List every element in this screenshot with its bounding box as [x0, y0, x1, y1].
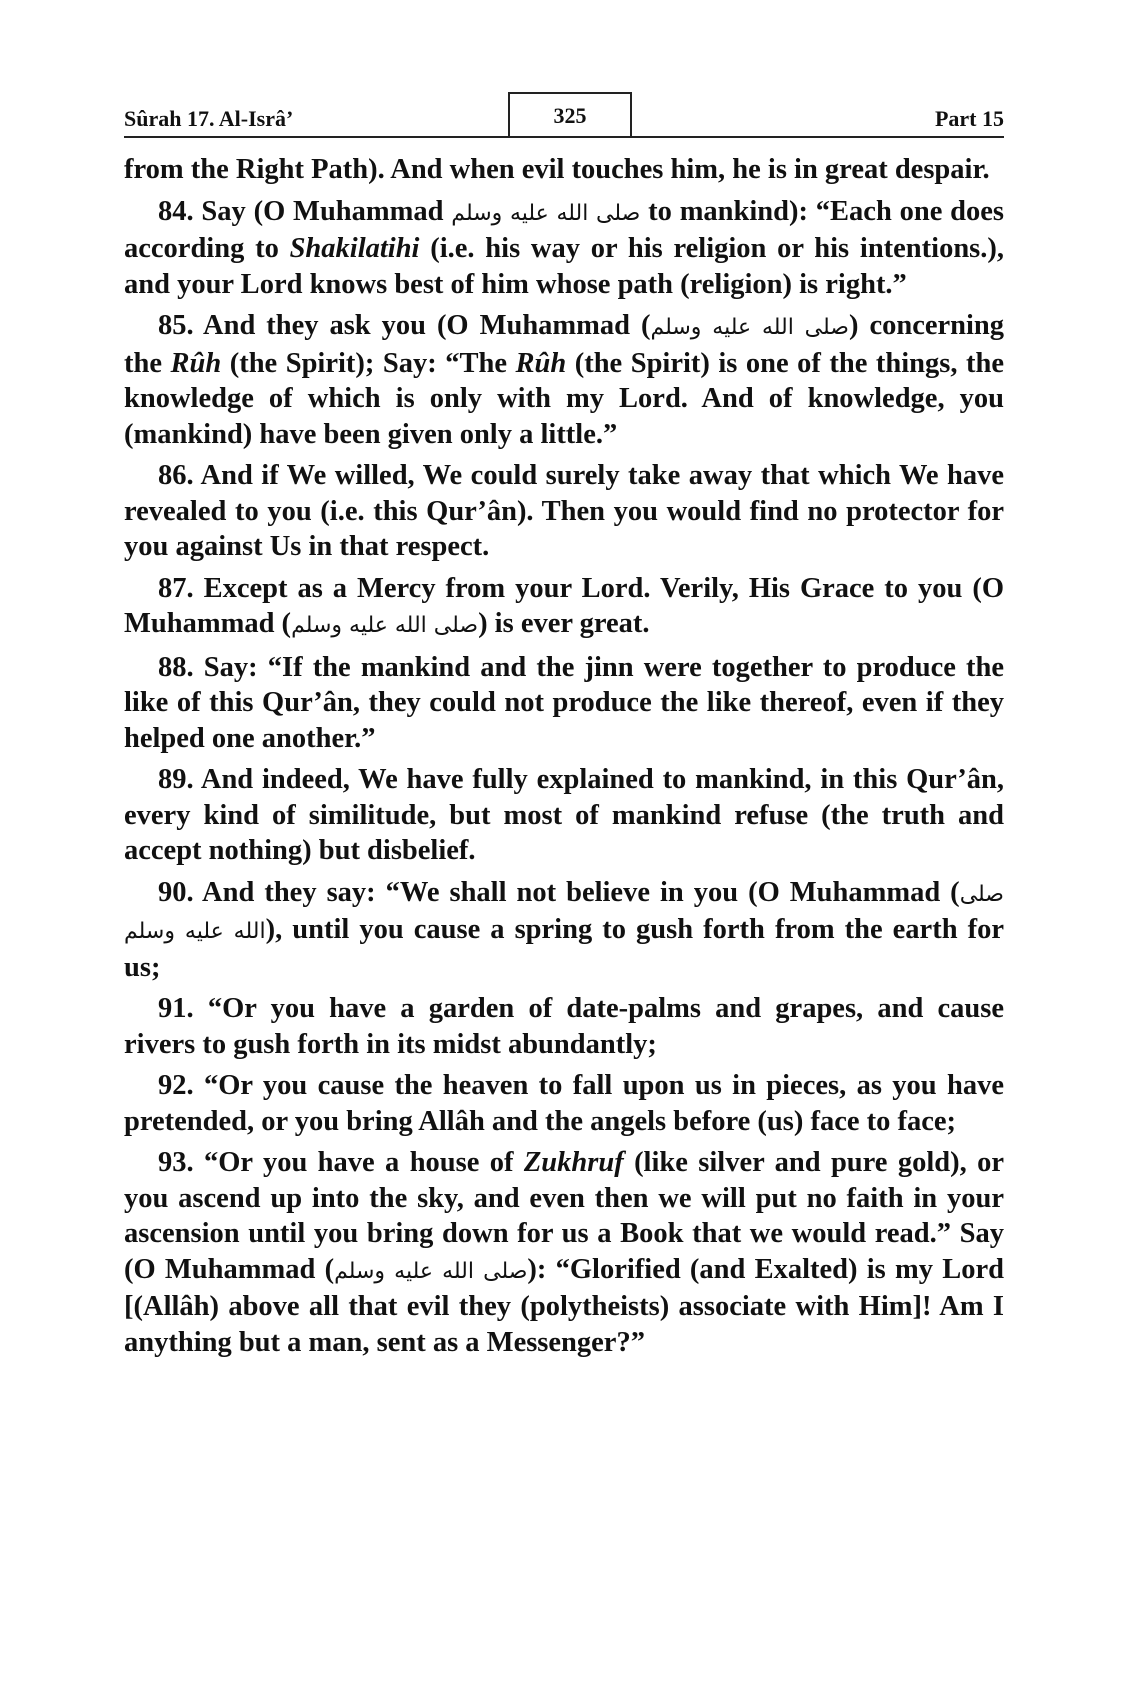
verse-85: 85. And they ask you (O Muhammad (صلى الله عليه وسلم) concerning the Rûh (the Spirit); Say: “The Rûh (the Spirit) is one of the things, the knowledge of which is only with my Lord. And of knowledge, you (mankind) have been given only a little.”	[124, 310, 1005, 450]
salutation-arabic: صلى الله عليه وسلم	[124, 881, 1004, 944]
verse-93: 93. “Or you have a house of Zukhruf (like silver and pure gold), or you ascend up into the sky, and even then we will put no faith in your ascension until you bring down for us a Book that we would read.” Say (O Muhammad (صلى الله عليه وسلم): “Glorified (and Exalted) is my Lord [(Allâh) above all that evil they (polytheists) associate with Him]! Am I anything but a man, sent as a Messenger?”	[124, 1147, 1004, 1358]
verse-91: 91. “Or you have a garden of date-palms and grapes, and cause rivers to gush forth in its midst abundantly;	[124, 993, 1004, 1060]
italic-term: Shakilatihi	[289, 233, 420, 264]
salutation-arabic: صلى الله عليه وسلم	[650, 315, 849, 340]
page-header	[124, 92, 1004, 138]
italic-term: Rûh	[170, 347, 222, 379]
verse-89: 89. And indeed, We have fully explained to mankind, in this Qur’ân, every kind of similitude, but most of mankind refuse (the truth and accept nothing) but disbelief.	[124, 764, 1004, 866]
verse-90: 90. And they say: “We shall not believe in you (O Muhammad (صلى الله عليه وسلم), until you cause a spring to gush forth from the earth for us;	[124, 876, 1004, 983]
verse-88: 88. Say: “If the mankind and the jinn were together to produce the like of this Qur’ân, they could not produce the like thereof, even if they helped one another.”	[124, 651, 1004, 754]
page-body	[124, 152, 1004, 1360]
verse-86: 86. And if We willed, We could surely take away that which We have revealed to you (i.e. this Qur’ân). Then you would find no protector for you against Us in that respect.	[124, 460, 1004, 562]
part-label: Part 15	[934, 106, 1004, 131]
italic-term: Zukhruf	[523, 1147, 624, 1178]
verse-92: 92. “Or you cause the heaven to fall upon us in pieces, as you have pretended, or you bring Allâh and the angels before (us) face to face;	[124, 1070, 1004, 1137]
verse-84: 84. Say (O Muhammad صلى الله عليه وسلم to mankind): “Each one does according to Shakilatihi (i.e. his way or his religion or his intentions.), and your Lord knows best of him whose path (religion) is right.”	[124, 195, 1005, 300]
salutation-arabic: صلى الله عليه وسلم	[334, 1258, 528, 1284]
page-number: 325	[508, 92, 632, 136]
salutation-arabic: صلى الله عليه وسلم	[451, 200, 641, 226]
italic-term: Rûh	[515, 347, 567, 379]
verse-83-continuation: from the Right Path). And when evil touches him, he is in great despair.	[124, 154, 990, 185]
book-page	[124, 92, 1004, 1366]
surah-title: Sûrah 17. Al-Isrâ’	[124, 106, 294, 131]
verse-87: 87. Except as a Mercy from your Lord. Verily, His Grace to you (O Muhammad (صلى الله عليه وسلم) is ever great.	[124, 572, 1004, 639]
salutation-arabic: صلى الله عليه وسلم	[291, 613, 479, 638]
